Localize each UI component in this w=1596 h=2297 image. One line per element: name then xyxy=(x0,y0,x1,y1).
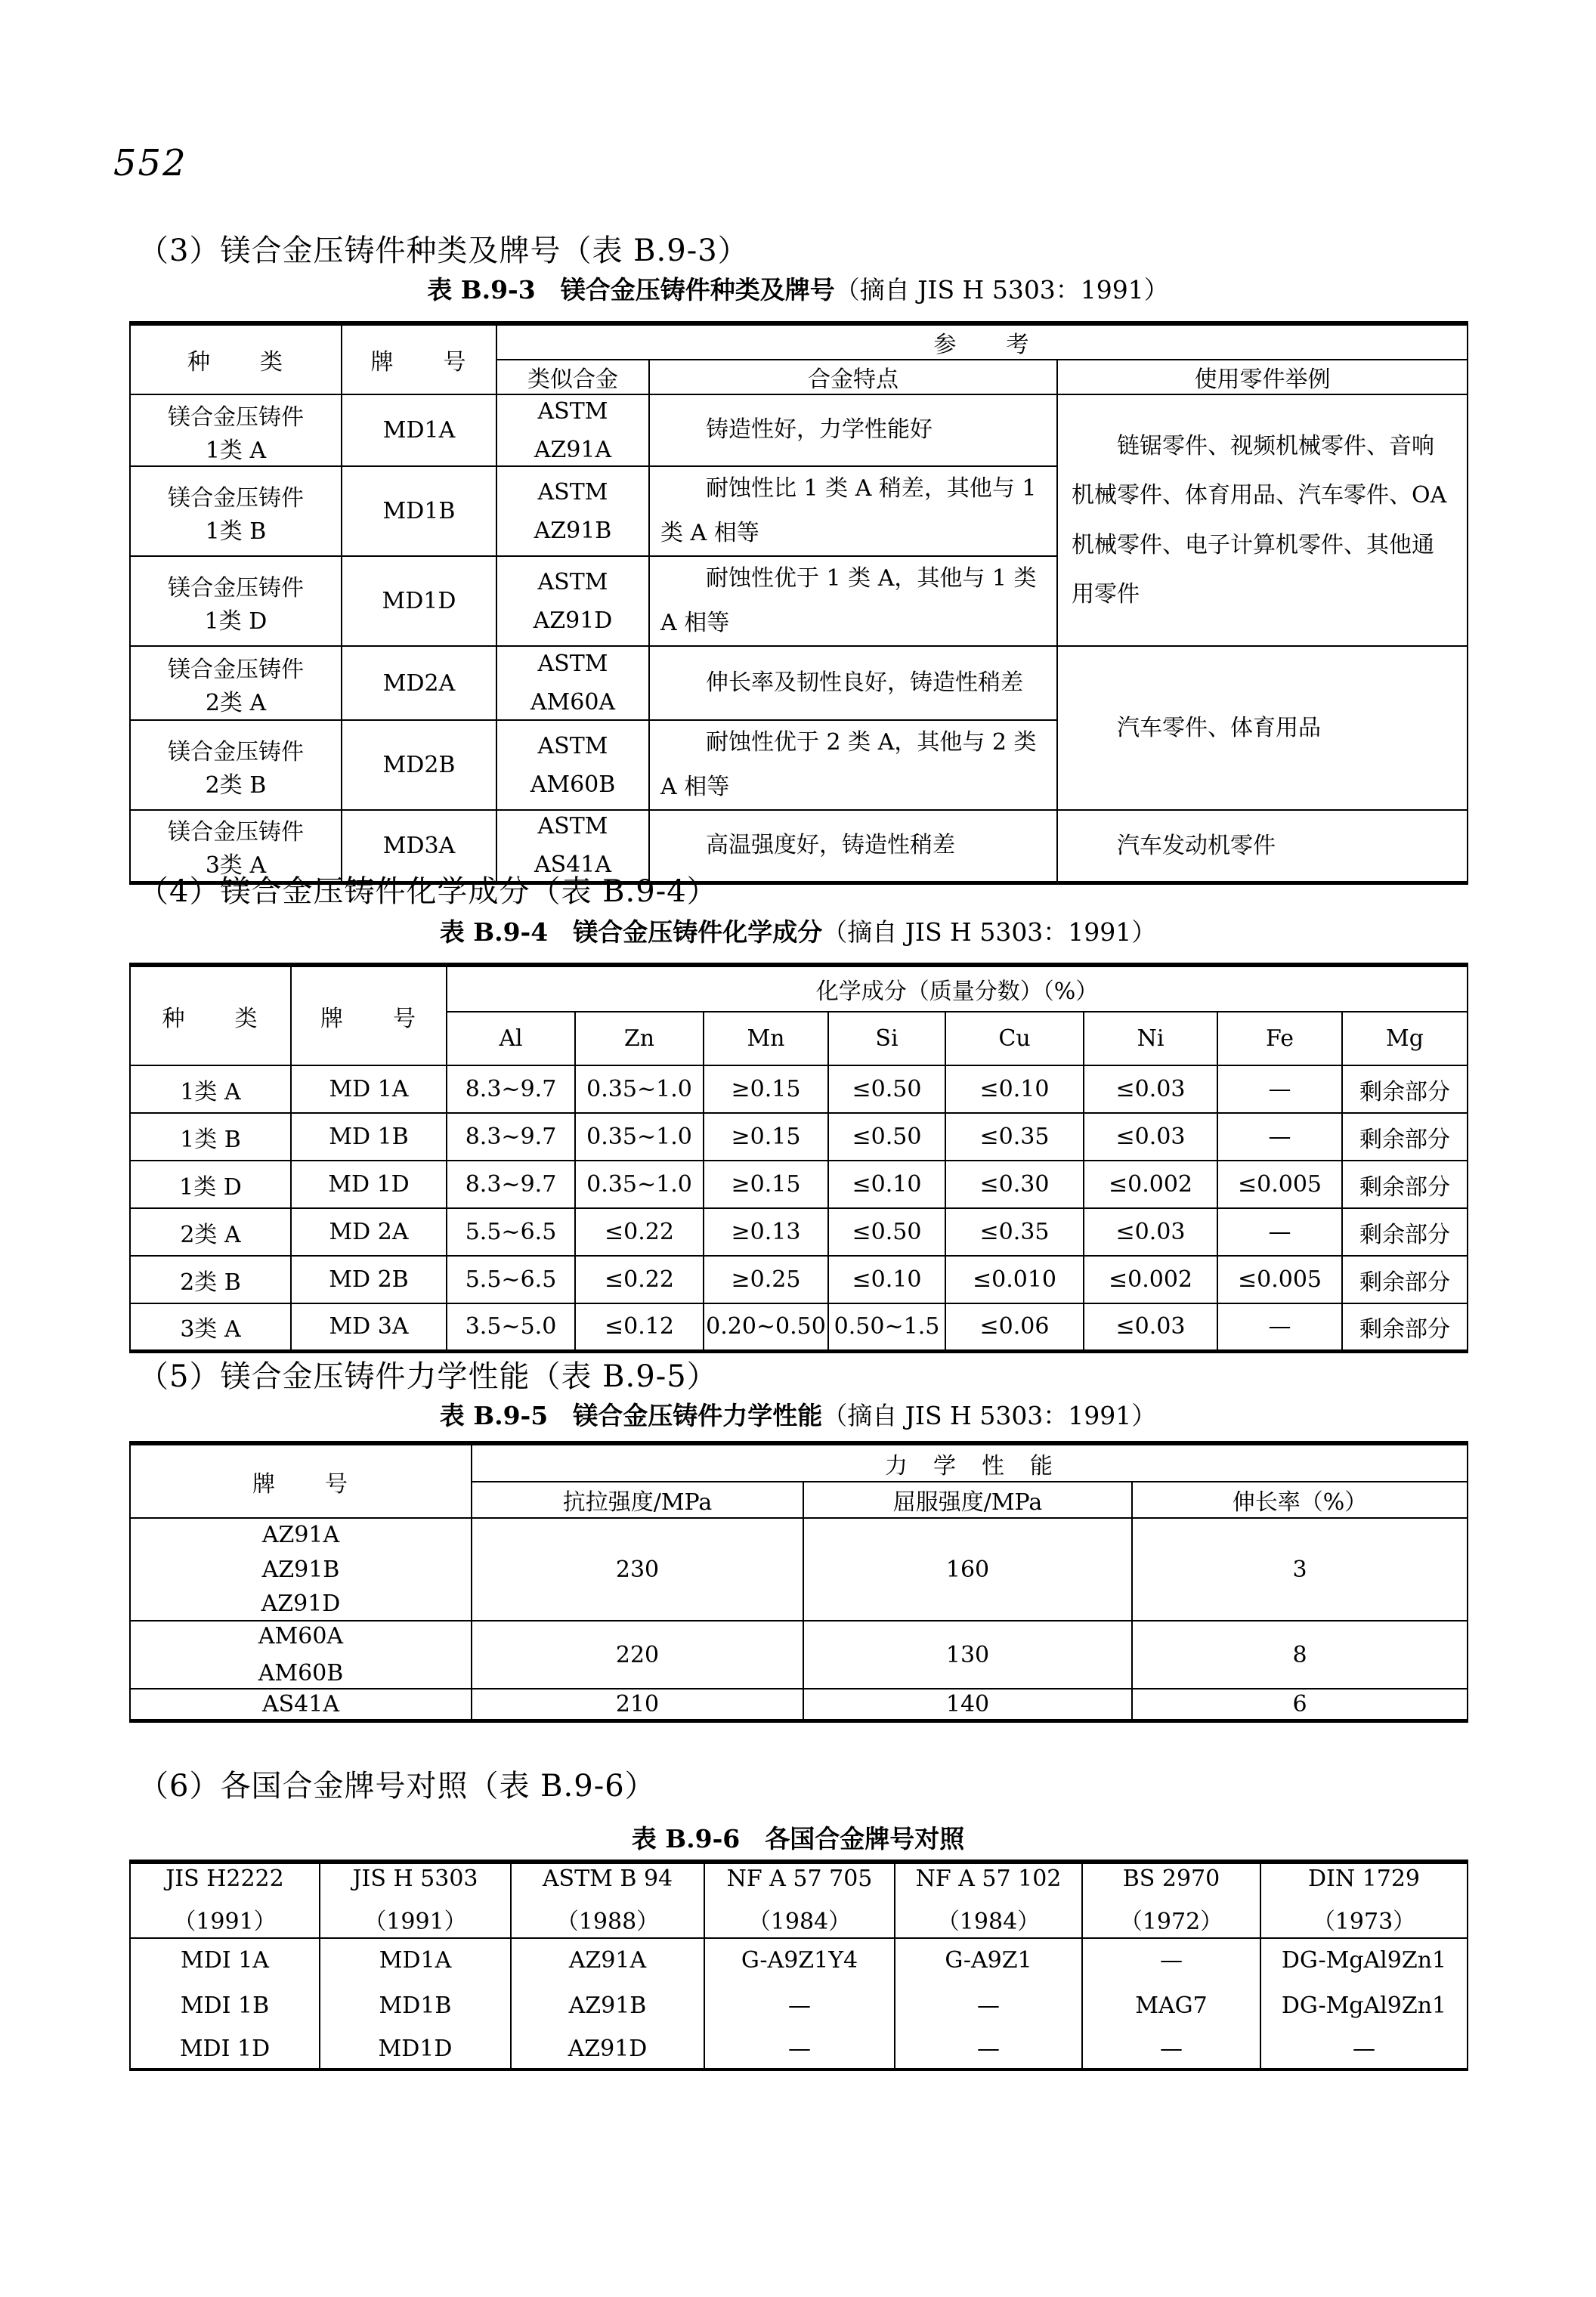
cell-text: 2类 B xyxy=(205,771,267,799)
cell: MDI 1B xyxy=(130,1982,320,2029)
cell: ≤0.30 xyxy=(945,1161,1084,1208)
page-number: 552 xyxy=(113,142,187,184)
cell-text: 1类 B xyxy=(205,518,267,545)
cell: — xyxy=(895,1982,1082,2029)
cell: ≤0.005 xyxy=(1217,1161,1342,1208)
cell: MD1D xyxy=(342,556,496,646)
cell-text: 1类 A xyxy=(205,437,267,464)
cell xyxy=(130,556,342,646)
cell: — xyxy=(1082,2029,1260,2070)
cell: AZ91A xyxy=(511,1938,704,1982)
col-header-element-ni: Ni xyxy=(1084,1012,1217,1065)
col-header-brand: 牌 号 xyxy=(130,1443,472,1518)
table-row xyxy=(130,1208,1468,1256)
cell-text: 2类 A xyxy=(205,690,267,716)
cell: MD2A xyxy=(342,646,496,720)
cell: 0.35~1.0 xyxy=(575,1065,704,1113)
cell: MD1B xyxy=(320,1982,511,2029)
table-b96-header-row xyxy=(130,1862,1468,1938)
cell xyxy=(130,466,342,556)
col-header-alloy-features: 合金特点 xyxy=(649,360,1057,394)
standard-year: （1991） xyxy=(363,1909,467,1935)
cell xyxy=(649,646,1057,720)
col-header-jis-h2222 xyxy=(130,1862,320,1938)
cell: ≤0.010 xyxy=(945,1256,1084,1303)
cell xyxy=(496,394,649,466)
cell-text: 镁合金压铸件 xyxy=(168,403,304,431)
cell-text: 镁合金压铸件 xyxy=(168,574,304,601)
cell: ≤0.35 xyxy=(945,1113,1084,1161)
table-row xyxy=(130,1621,1468,1689)
cell: ≤0.50 xyxy=(828,1065,945,1113)
cell xyxy=(649,720,1057,810)
table-b95-title-main: 表 B.9-5 镁合金压铸件力学性能 xyxy=(439,1401,823,1430)
cell xyxy=(649,466,1057,556)
cell: AS41A xyxy=(130,1689,472,1720)
cell: 8.3~9.7 xyxy=(447,1113,575,1161)
table-b94-title-main: 表 B.9-4 镁合金压铸件化学成分 xyxy=(439,917,823,947)
col-header-chemical-composition: 化学成分（质量分数）（%） xyxy=(447,965,1468,1012)
cell: 8 xyxy=(1132,1621,1468,1689)
cell: 1类 D xyxy=(130,1161,291,1208)
col-header-brand: 牌 号 xyxy=(291,965,447,1065)
table-b94-title-note: （摘自 JIS H 5303：1991） xyxy=(822,917,1157,947)
col-header-brand: 牌 号 xyxy=(342,323,496,394)
cell: — xyxy=(1217,1208,1342,1256)
cell xyxy=(130,1621,472,1689)
cell: MD 1B xyxy=(291,1113,447,1161)
cell-text: AM60B xyxy=(530,771,616,798)
table-row xyxy=(130,1518,1468,1621)
cell: — xyxy=(1260,2029,1468,2070)
cell: 剩余部分 xyxy=(1342,1256,1468,1303)
cell-usage-rows-4-5 xyxy=(1057,646,1468,810)
cell: ≥0.15 xyxy=(704,1113,828,1161)
col-header-elongation: 伸长率（%） xyxy=(1132,1482,1468,1518)
table-b93-header-row-1 xyxy=(130,323,1468,360)
cell-text: AM60A xyxy=(530,689,616,716)
cell-text: 铸造性好，力学性能好 xyxy=(706,416,933,444)
cell xyxy=(496,556,649,646)
table-row xyxy=(130,1256,1468,1303)
col-header-tensile-strength: 抗拉强度/MPa xyxy=(472,1482,803,1518)
col-header-element-fe: Fe xyxy=(1217,1012,1342,1065)
col-header-usage-examples: 使用零件举例 xyxy=(1057,360,1468,394)
standard-name: JIS H 5303 xyxy=(352,1866,478,1892)
cell xyxy=(496,466,649,556)
cell: 2类 A xyxy=(130,1208,291,1256)
cell: 5.5~6.5 xyxy=(447,1208,575,1256)
cell-text: ASTM xyxy=(537,813,608,840)
cell-text: ASTM xyxy=(537,397,608,425)
standard-name: NF A 57 705 xyxy=(726,1866,873,1892)
cell xyxy=(130,720,342,810)
cell: 0.35~1.0 xyxy=(575,1113,704,1161)
section-5-heading: （5）镁合金压铸件力学性能（表 B.9-5） xyxy=(138,1359,718,1394)
table-b95-title xyxy=(129,1396,1467,1432)
cell: 130 xyxy=(803,1621,1132,1689)
col-header-kind: 种 类 xyxy=(130,965,291,1065)
cell-text: 汽车零件、体育用品 xyxy=(1117,714,1321,741)
cell: — xyxy=(895,2029,1082,2070)
cell-usage-row-6 xyxy=(1057,810,1468,883)
col-header-jis-h5303 xyxy=(320,1862,511,1938)
cell xyxy=(496,720,649,810)
cell-text: 耐蚀性优于 1 类 A，其他与 1 类 A 相等 xyxy=(660,565,1037,636)
section-4-heading: （4）镁合金压铸件化学成分（表 B.9-4） xyxy=(138,874,718,909)
cell: AZ91D xyxy=(511,2029,704,2070)
standard-name: DIN 1729 xyxy=(1307,1866,1421,1892)
table-row xyxy=(130,1113,1468,1161)
col-header-element-mn: Mn xyxy=(704,1012,828,1065)
col-header-yield-strength: 屈服强度/MPa xyxy=(803,1482,1132,1518)
cell-text: ASTM xyxy=(537,651,608,677)
cell: 210 xyxy=(472,1689,803,1720)
cell: MD 2B xyxy=(291,1256,447,1303)
cell: ≤0.03 xyxy=(1084,1113,1217,1161)
table-row xyxy=(130,2029,1468,2070)
standard-name: ASTM B 94 xyxy=(542,1866,673,1892)
table-row xyxy=(130,1303,1468,1351)
cell: ≤0.10 xyxy=(828,1256,945,1303)
cell: 1类 B xyxy=(130,1113,291,1161)
col-header-nf-a57-102 xyxy=(895,1862,1082,1938)
standard-year: （1991） xyxy=(173,1909,277,1935)
cell: MD3A xyxy=(342,810,496,883)
col-header-element-al: Al xyxy=(447,1012,575,1065)
table-b96-title-main: 表 B.9-6 各国合金牌号对照 xyxy=(631,1824,965,1853)
cell-text: 伸长率及韧性良好，铸造性稍差 xyxy=(706,669,1023,696)
cell-text: AZ91B xyxy=(534,517,612,544)
table-b93-title-main: 表 B.9-3 镁合金压铸件种类及牌号 xyxy=(427,275,835,305)
cell: 3.5~5.0 xyxy=(447,1303,575,1351)
table-b94 xyxy=(129,963,1468,1353)
table-b94-title xyxy=(129,913,1467,948)
cell-usage-rows-1-3 xyxy=(1057,394,1468,646)
col-header-astm-b94 xyxy=(511,1862,704,1938)
table-b95 xyxy=(129,1441,1468,1723)
cell: MD1A xyxy=(342,394,496,466)
cell: 剩余部分 xyxy=(1342,1065,1468,1113)
cell: ≤0.22 xyxy=(575,1256,704,1303)
cell xyxy=(130,646,342,720)
cell: MDI 1D xyxy=(130,2029,320,2070)
cell-text: ASTM xyxy=(537,732,608,759)
col-header-element-mg: Mg xyxy=(1342,1012,1468,1065)
cell: ≤0.10 xyxy=(828,1161,945,1208)
cell: 140 xyxy=(803,1689,1132,1720)
cell: DG-MgAl9Zn1 xyxy=(1260,1982,1468,2029)
cell-text: AM60A xyxy=(258,1623,344,1649)
cell-text: 镁合金压铸件 xyxy=(168,657,304,683)
cell: 剩余部分 xyxy=(1342,1113,1468,1161)
cell: ≥0.15 xyxy=(704,1065,828,1113)
cell-text: 镁合金压铸件 xyxy=(168,484,304,512)
standard-year: （1972） xyxy=(1119,1909,1223,1935)
table-b93-title-note: （摘自 JIS H 5303：1991） xyxy=(834,275,1169,305)
cell: 220 xyxy=(472,1621,803,1689)
cell xyxy=(130,394,342,466)
cell: 230 xyxy=(472,1518,803,1621)
standard-name: NF A 57 102 xyxy=(915,1866,1062,1892)
cell: MD 1A xyxy=(291,1065,447,1113)
cell: 3类 A xyxy=(130,1303,291,1351)
col-header-mechanical-properties: 力 学 性 能 xyxy=(472,1443,1468,1482)
cell: MD1D xyxy=(320,2029,511,2070)
table-row xyxy=(130,394,1468,466)
col-header-element-si: Si xyxy=(828,1012,945,1065)
col-header-element-cu: Cu xyxy=(945,1012,1084,1065)
cell: ≤0.50 xyxy=(828,1113,945,1161)
cell: 3 xyxy=(1132,1518,1468,1621)
cell: 5.5~6.5 xyxy=(447,1256,575,1303)
cell: — xyxy=(1217,1113,1342,1161)
standard-name: JIS H2222 xyxy=(165,1866,284,1892)
cell: — xyxy=(1217,1303,1342,1351)
table-b93 xyxy=(129,321,1468,885)
cell: MAG7 xyxy=(1082,1982,1260,2029)
cell: G-A9Z1Y4 xyxy=(704,1938,895,1982)
cell: ≤0.10 xyxy=(945,1065,1084,1113)
cell: 0.35~1.0 xyxy=(575,1161,704,1208)
cell: ≤0.06 xyxy=(945,1303,1084,1351)
cell: MD 3A xyxy=(291,1303,447,1351)
table-row xyxy=(130,1161,1468,1208)
cell-text: 高温强度好，铸造性稍差 xyxy=(706,832,955,858)
cell-text: 镁合金压铸件 xyxy=(168,819,304,846)
cell: 剩余部分 xyxy=(1342,1208,1468,1256)
cell: MD1B xyxy=(342,466,496,556)
cell: ≤0.22 xyxy=(575,1208,704,1256)
table-b93-title xyxy=(129,271,1467,306)
cell: — xyxy=(704,1982,895,2029)
cell: DG-MgAl9Zn1 xyxy=(1260,1938,1468,1982)
cell xyxy=(649,556,1057,646)
cell xyxy=(130,1518,472,1621)
cell: MDI 1A xyxy=(130,1938,320,1982)
table-row xyxy=(130,1938,1468,1982)
cell: — xyxy=(704,2029,895,2070)
col-header-kind: 种 类 xyxy=(130,323,342,394)
cell: ≤0.005 xyxy=(1217,1256,1342,1303)
table-b95-title-note: （摘自 JIS H 5303：1991） xyxy=(822,1401,1157,1430)
cell: ≤0.50 xyxy=(828,1208,945,1256)
cell: 6 xyxy=(1132,1689,1468,1720)
cell-text: AS41A xyxy=(534,852,612,879)
cell xyxy=(649,394,1057,466)
cell-text: AZ91B xyxy=(261,1556,340,1583)
cell: 剩余部分 xyxy=(1342,1161,1468,1208)
cell-text: ASTM xyxy=(537,568,608,595)
section-3-heading: （3）镁合金压铸件种类及牌号（表 B.9-3） xyxy=(138,233,749,268)
cell-text: 镁合金压铸件 xyxy=(168,738,304,765)
cell xyxy=(496,646,649,720)
col-header-element-zn: Zn xyxy=(575,1012,704,1065)
cell: ≥0.13 xyxy=(704,1208,828,1256)
standard-year: （1984） xyxy=(747,1909,852,1935)
standard-name: BS 2970 xyxy=(1122,1866,1220,1892)
cell: MD1A xyxy=(320,1938,511,1982)
cell-text: AZ91A xyxy=(261,1522,340,1548)
col-header-similar-alloy: 类似合金 xyxy=(496,360,649,394)
cell: 1类 A xyxy=(130,1065,291,1113)
cell: 0.50~1.5 xyxy=(828,1303,945,1351)
cell: 160 xyxy=(803,1518,1132,1621)
cell-text: 汽车发动机零件 xyxy=(1117,832,1276,859)
col-header-nf-a57-705 xyxy=(704,1862,895,1938)
table-row xyxy=(130,1982,1468,2029)
cell-text: 链锯零件、视频机械零件、音响机械零件、体育用品、汽车零件、OA 机械零件、电子计算机零件、其他通用零件 xyxy=(1072,432,1447,607)
cell: MD2B xyxy=(342,720,496,810)
cell: ≥0.25 xyxy=(704,1256,828,1303)
cell-text: AM60B xyxy=(258,1660,344,1686)
table-row xyxy=(130,1689,1468,1720)
col-header-bs-2970 xyxy=(1082,1862,1260,1938)
cell: G-A9Z1 xyxy=(895,1938,1082,1982)
table-b94-header-row-1 xyxy=(130,965,1468,1012)
cell-text: AZ91D xyxy=(533,607,613,634)
table-b96 xyxy=(129,1860,1468,2071)
cell: — xyxy=(1082,1938,1260,1982)
cell: ≥0.15 xyxy=(704,1161,828,1208)
table-row xyxy=(130,1065,1468,1113)
cell: 0.20~0.50 xyxy=(704,1303,828,1351)
table-b95-header-row-1 xyxy=(130,1443,1468,1482)
cell: 8.3~9.7 xyxy=(447,1065,575,1113)
cell: ≤0.002 xyxy=(1084,1256,1217,1303)
cell-text: 耐蚀性比 1 类 A 稍差，其他与 1 类 A 相等 xyxy=(660,475,1037,546)
cell-text: AZ91A xyxy=(534,436,612,463)
cell: AZ91B xyxy=(511,1982,704,2029)
col-header-din-1729 xyxy=(1260,1862,1468,1938)
cell: MD 2A xyxy=(291,1208,447,1256)
cell: — xyxy=(1217,1065,1342,1113)
standard-year: （1988） xyxy=(555,1909,660,1935)
cell: ≤0.12 xyxy=(575,1303,704,1351)
cell-text: ASTM xyxy=(537,478,608,505)
cell: ≤0.03 xyxy=(1084,1208,1217,1256)
col-header-reference: 参 考 xyxy=(496,323,1468,360)
cell-text: 耐蚀性优于 2 类 A，其他与 2 类 A 相等 xyxy=(660,729,1037,800)
table-b96-title xyxy=(129,1819,1467,1855)
standard-year: （1973） xyxy=(1312,1909,1416,1935)
cell-text: AZ91D xyxy=(261,1591,341,1617)
standard-year: （1984） xyxy=(936,1909,1041,1935)
cell: ≤0.03 xyxy=(1084,1303,1217,1351)
cell: ≤0.002 xyxy=(1084,1161,1217,1208)
cell-text: 3类 A xyxy=(205,852,267,880)
cell: MD 1D xyxy=(291,1161,447,1208)
cell-text: 1类 D xyxy=(204,607,268,635)
cell: 剩余部分 xyxy=(1342,1303,1468,1351)
section-6-heading: （6）各国合金牌号对照（表 B.9-6） xyxy=(138,1769,656,1804)
cell: ≤0.03 xyxy=(1084,1065,1217,1113)
table-row xyxy=(130,646,1468,720)
cell: 2类 B xyxy=(130,1256,291,1303)
cell: 8.3~9.7 xyxy=(447,1161,575,1208)
cell: ≤0.35 xyxy=(945,1208,1084,1256)
